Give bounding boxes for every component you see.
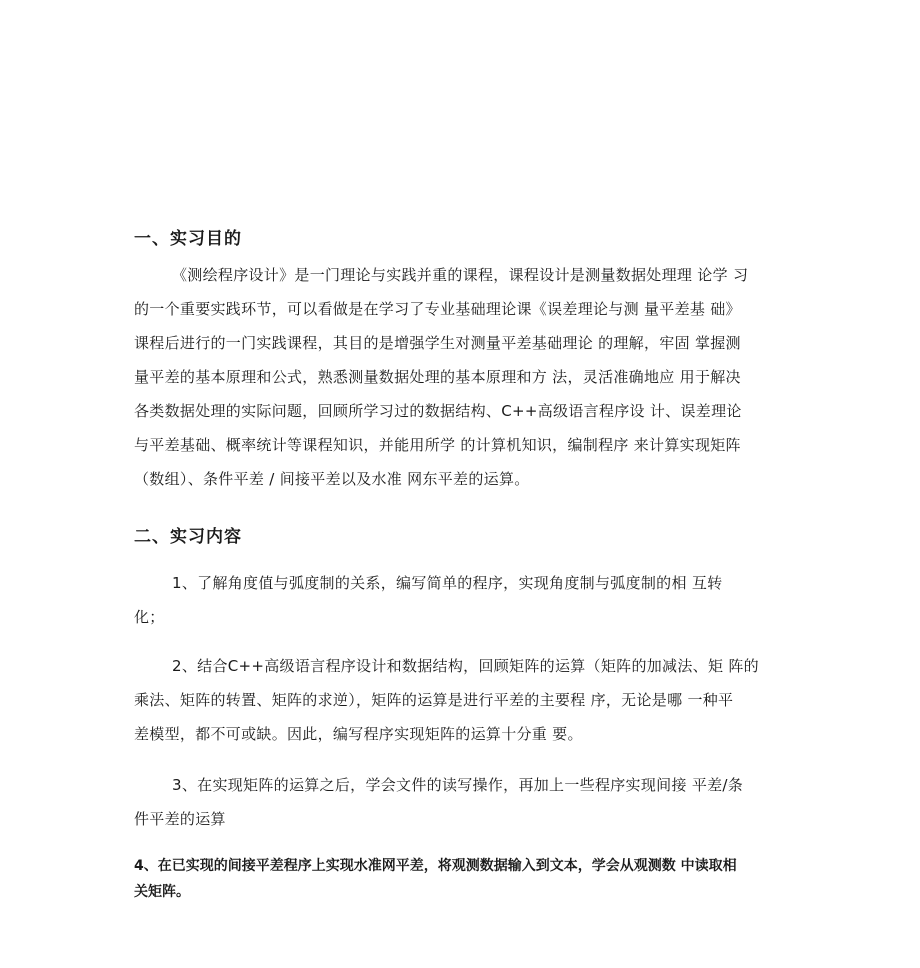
item4-line-2: 关矩阵。	[134, 884, 190, 900]
section1-line-4: 量平差的基本原理和公式，熟悉测量数据处理的基本原理和方 法，灵活准确地应 用于解决	[134, 368, 741, 386]
item2-line-3: 差模型，都不可或缺。因此，编写程序实现矩阵的运算十分重 要。	[134, 725, 583, 743]
section2-heading: 二、实习内容	[134, 527, 242, 547]
item3-line-2: 件平差的运算	[134, 810, 226, 828]
section1-line-5: 各类数据处理的实际问题，回顾所学习过的数据结构、C++高级语言程序设 计、误差理论	[134, 402, 742, 420]
section1-line-7: （数组）、条件平差 / 间接平差以及水准 网东平差的运算。	[134, 470, 530, 488]
section1-line-2: 的一个重要实践环节，可以看做是在学习了专业基础理论课《误差理论与测 量平差基 础》	[134, 300, 741, 318]
section1-line-1: 《测绘程序设计》是一门理论与实践并重的课程，课程设计是测量数据处理理 论学 习	[172, 266, 749, 284]
item3-line-1: 3、在实现矩阵的运算之后，学会文件的读写操作，再加上一些程序实现间接 平差/条	[172, 776, 744, 794]
section1-heading: 一、实习目的	[134, 229, 242, 249]
section1-line-6: 与平差基础、概率统计等课程知识，并能用所学 的计算机知识，编制程序 来计算实现矩阵	[134, 436, 741, 454]
item4-line-1: 4、在已实现的间接平差程序上实现水准网平差，将观测数据输入到文本，学会从观测数 中读取相	[134, 858, 737, 874]
item2-line-2: 乘法、矩阵的转置、矩阵的求逆），矩阵的运算是进行平差的主要程 序，无论是哪 一种平	[134, 691, 734, 709]
section1-line-3: 课程后进行的一门实践课程，其目的是增强学生对测量平差基础理论 的理解，牢固 掌握测	[134, 334, 741, 352]
item1-line-1: 1、了解角度值与弧度制的关系，编写简单的程序，实现角度制与弧度制的相 互转	[172, 574, 723, 592]
item1-line-2: 化；	[134, 608, 165, 626]
item2-line-1: 2、结合C++高级语言程序设计和数据结构，回顾矩阵的运算（矩阵的加减法、矩 阵的	[172, 657, 759, 675]
